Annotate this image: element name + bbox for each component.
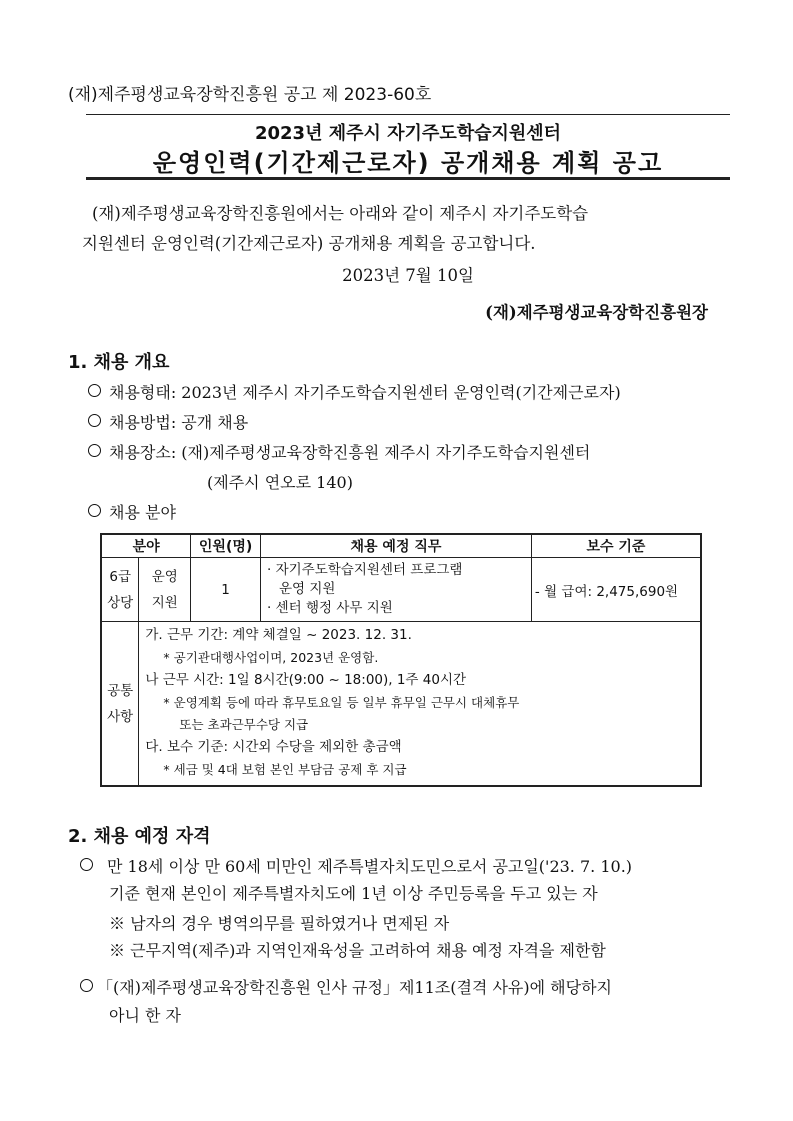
common-label: 사항 bbox=[107, 708, 134, 725]
overview-item-field bbox=[88, 500, 176, 523]
common-note: * 공기관대행사업이며, 2023년 운영함. bbox=[163, 650, 379, 665]
grade-text: 상당 bbox=[107, 594, 134, 611]
issuer: (재)제주평생교육장학진흥원장 bbox=[485, 303, 708, 322]
count-cell: 1 bbox=[191, 558, 261, 622]
duty-cell bbox=[261, 558, 532, 622]
grade-cell bbox=[101, 558, 139, 622]
location-detail: (제주시 연오로 140) bbox=[207, 473, 353, 492]
header-count: 인원(명) bbox=[191, 534, 261, 558]
common-line: 가. 근무 기간: 계약 체결일 ~ 2023. 12. 31. bbox=[145, 627, 412, 643]
common-details-cell bbox=[139, 622, 701, 787]
title-line-2: 운영인력(기간제근로자) 공개채용 계획 공고 bbox=[152, 149, 664, 177]
common-line: 나 근무 시간: 1일 8시간(9:00 ~ 18:00), 1주 40시간 bbox=[145, 672, 467, 688]
recruitment-table bbox=[100, 533, 702, 787]
pay-cell: - 월 급여: 2,475,690원 bbox=[531, 558, 701, 622]
title-line-1: 2023년 제주시 자기주도학습지원센터 bbox=[254, 123, 562, 144]
circle-bullet-icon bbox=[80, 979, 93, 992]
qualification-text: 아니 한 자 bbox=[109, 1006, 181, 1025]
table-header-row bbox=[101, 534, 701, 558]
qualification-text: 만 18세 이상 만 60세 미만인 제주특별자치도민으로서 공고일('23. 7. 10.) bbox=[107, 857, 633, 876]
field-text: 지원 bbox=[151, 594, 178, 611]
common-label: 공통 bbox=[107, 682, 134, 699]
common-line: 다. 보수 기준: 시간외 수당을 제외한 총금액 bbox=[145, 739, 402, 755]
header-field: 분야 bbox=[101, 534, 191, 558]
qualification-text: 기준 현재 본인이 제주특별자치도에 1년 이상 주민등록을 두고 있는 자 bbox=[109, 884, 598, 903]
circle-bullet-icon bbox=[80, 858, 93, 871]
table-row bbox=[101, 558, 701, 622]
qualification-text: 「(재)제주평생교육장학진흥원 인사 규정」제11조(결격 사유)에 해당하지 bbox=[97, 978, 612, 997]
circle-bullet-icon bbox=[88, 414, 101, 427]
duty-line: 운영 지원 bbox=[279, 581, 336, 597]
header-duty: 채용 예정 직무 bbox=[261, 534, 532, 558]
overview-item-method bbox=[88, 410, 248, 433]
section-2-heading: 2. 채용 예정 자격 bbox=[68, 826, 211, 847]
bottom-rule bbox=[86, 177, 730, 180]
qualification-item-2 bbox=[80, 975, 612, 998]
intro-line-2: 지원센터 운영인력(기간제근로자) 공개채용 계획을 공고합니다. bbox=[82, 234, 536, 253]
overview-text: 채용장소: (재)제주평생교육장학진흥원 제주시 자기주도학습지원센터 bbox=[109, 443, 591, 462]
overview-text: 채용방법: 공개 채용 bbox=[109, 413, 249, 432]
section-1-heading: 1. 채용 개요 bbox=[68, 352, 170, 373]
qualification-item-1 bbox=[80, 854, 632, 877]
qualification-note: ※ 근무지역(제주)과 지역인재육성을 고려하여 채용 예정 자격을 제한함 bbox=[109, 941, 606, 960]
overview-item-type bbox=[88, 380, 621, 403]
circle-bullet-icon bbox=[88, 504, 101, 517]
common-label-cell bbox=[101, 622, 139, 787]
overview-item-location bbox=[88, 440, 590, 463]
circle-bullet-icon bbox=[88, 384, 101, 397]
duty-line: · 센터 행정 사무 지원 bbox=[267, 600, 393, 616]
common-note: * 세금 및 4대 보험 본인 부담금 공제 후 지급 bbox=[163, 762, 407, 777]
common-note: 또는 초과근무수당 지급 bbox=[179, 717, 309, 732]
table-row-common bbox=[101, 622, 701, 787]
qualification-note: ※ 남자의 경우 병역의무를 필하였거나 면제된 자 bbox=[109, 914, 450, 933]
overview-text: 채용형태: 2023년 제주시 자기주도학습지원센터 운영인력(기간제근로자) bbox=[109, 383, 621, 402]
overview-text: 채용 분야 bbox=[109, 503, 176, 522]
circle-bullet-icon bbox=[88, 444, 101, 457]
intro-line-1: (재)제주평생교육장학진흥원에서는 아래와 같이 제주시 자기주도학습 bbox=[92, 204, 589, 223]
duty-line: · 자기주도학습지원센터 프로그램 bbox=[267, 562, 463, 578]
notice-number: (재)제주평생교육장학진흥원 공고 제 2023-60호 bbox=[68, 85, 432, 105]
field-text: 운영 bbox=[151, 568, 178, 585]
top-rule bbox=[86, 114, 730, 115]
field-cell bbox=[139, 558, 191, 622]
notice-date: 2023년 7월 10일 bbox=[342, 266, 474, 285]
grade-text: 6급 bbox=[109, 568, 132, 585]
common-note: * 운영계획 등에 따라 휴무토요일 등 일부 휴무일 근무시 대체휴무 bbox=[163, 695, 520, 710]
header-pay: 보수 기준 bbox=[531, 534, 701, 558]
